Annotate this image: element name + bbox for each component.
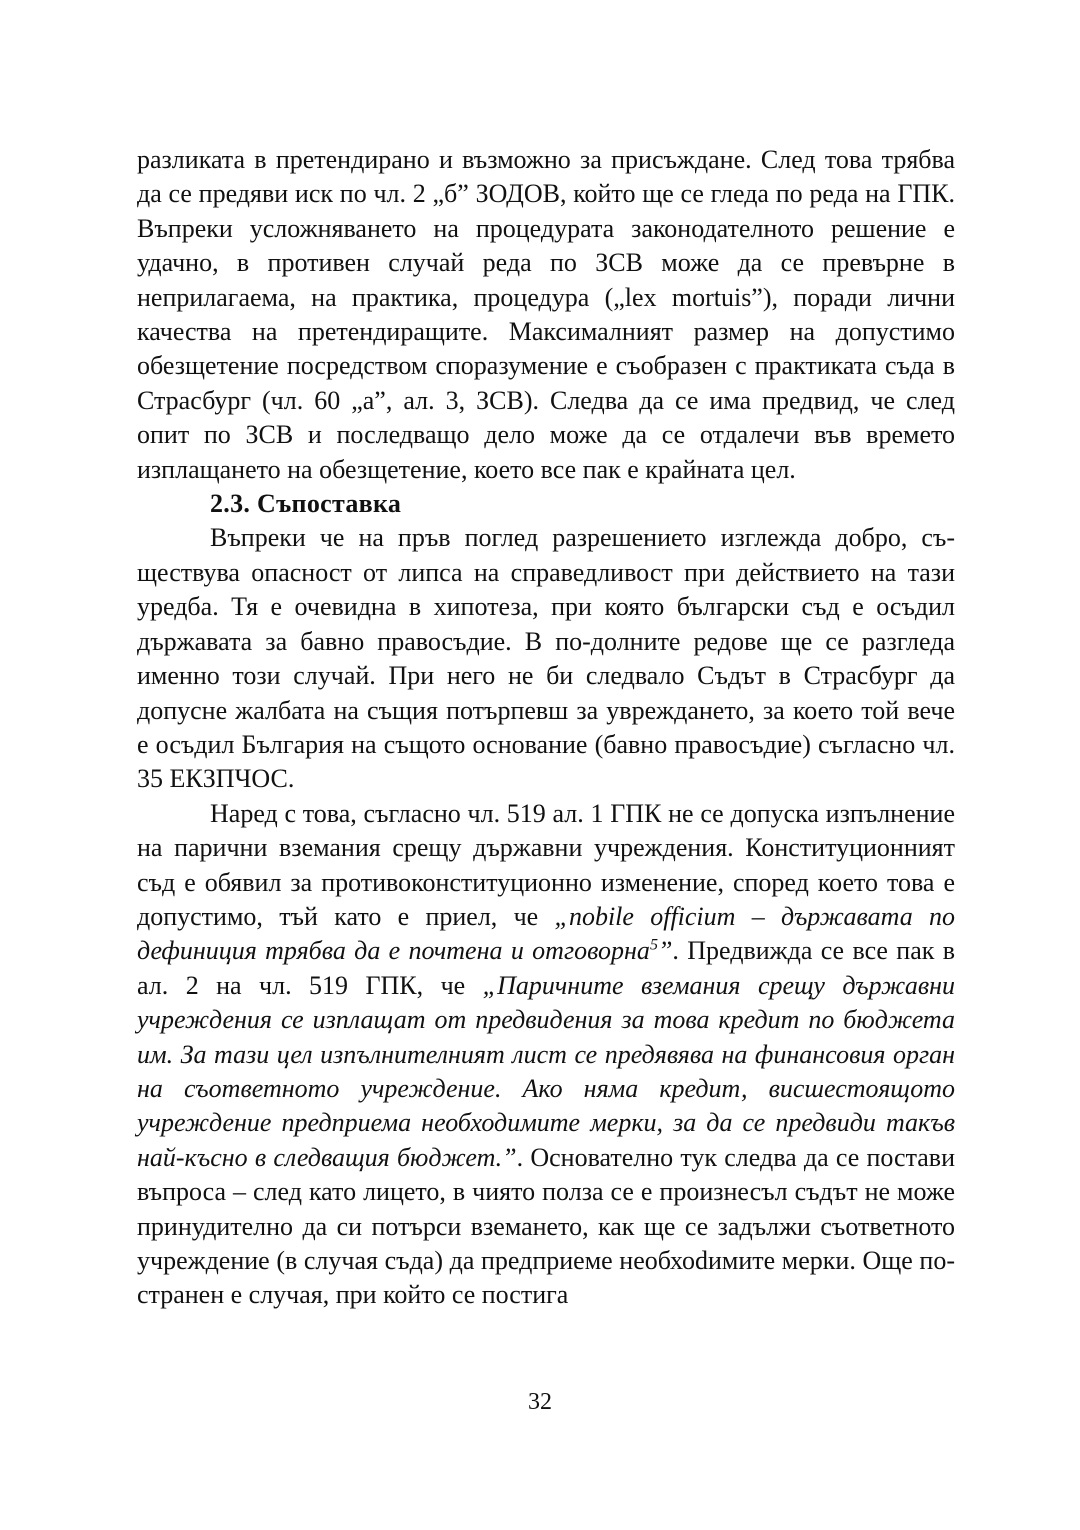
- italic-quote-gpk-519: „Паричните вземания срещу държавни учреждения се изплащат от предвидения за това кредит по бюджета им. За тази цел изпълнителният лист се предявява на финансовия орган на съответното учреждение. Ако няма кредит, висшестоящото учреждение предприема необходимите мерки, за да се предвиди такъв най-късно в следващия бюджет.”: [137, 970, 956, 1172]
- quote-close: ”: [657, 936, 673, 966]
- document-body: [137, 143, 955, 1313]
- quote-text: „nobile officium – държавата по дефиниция трябва да е почтена и отговорна: [137, 901, 955, 966]
- paragraph-text: . Основателно тук следва да се постави въпроса – след като лицето, в чиято полза се е произнесъл съдът не може принудително да си потърси вземането, как ще се задължи съответното учреждение (в случая съда) да предприеме необхоdимите мерки. Още по-странен е случая, при който се постига: [137, 1142, 955, 1310]
- paragraph-text: . Предвижда се все пак в ал. 2 на чл. 519 ГПК, че: [137, 936, 955, 1000]
- paragraph-text: Наред с това, съгласно чл. 519 ал. 1 ГПК не се допуска изпълнение на парични вземания срещу държавни учреждения. Конституционният съд е обявил за противоконституционно изменение, според което това е допустимо, тъй като е приел, че: [137, 798, 955, 931]
- footnote-marker[interactable]: 5: [649, 936, 658, 954]
- paragraph-comparison: Въпреки че на пръв поглед разрешението изглежда добро, съществува опасност от липса на справедливост при действието на тази уредба. Тя е очевидна в хипотеза, при която български съд е осъдил държавата за бавно правосъдие. В по-долните редове ще се разгледа именно този случай. При него не би следвало Съдът в Страсбург да допусне жалбата на същия потърпевш за увреждането, за което той вече е осъдил България на същото основание (бавно правосъдие) съгласно чл. 35 ЕКЗПЧОС.: [137, 523, 955, 794]
- paragraph-enforcement: [137, 797, 955, 1313]
- paragraph-continuation: разликата в претендирано и възможно за присъждане. След това трябва да се предяви иск по чл. 2 „б” ЗОДОВ, който ще се гледа по реда на ГПК. Въпреки усложняването на процедурата законодателното решение е удачно, в противен случай реда по ЗСВ може да се превърне в неприлагаема, на практика, процедура („lex mortuis”), поради лични качества на претендиращите. Максималният размер на допустимо обезщетение посредством споразумение е съобразен с практиката съда в Страсбург (чл. 60 „а”, ал. 3, ЗСВ). Следва да се има предвид, че след опит по ЗСВ и последващо дело може да се отдалечи във времето изплащането на обезщетение, което все пак е крайната цел.: [137, 145, 955, 484]
- section-heading: 2.3. Съпоставка: [210, 489, 402, 519]
- page-number: 32: [528, 1389, 552, 1415]
